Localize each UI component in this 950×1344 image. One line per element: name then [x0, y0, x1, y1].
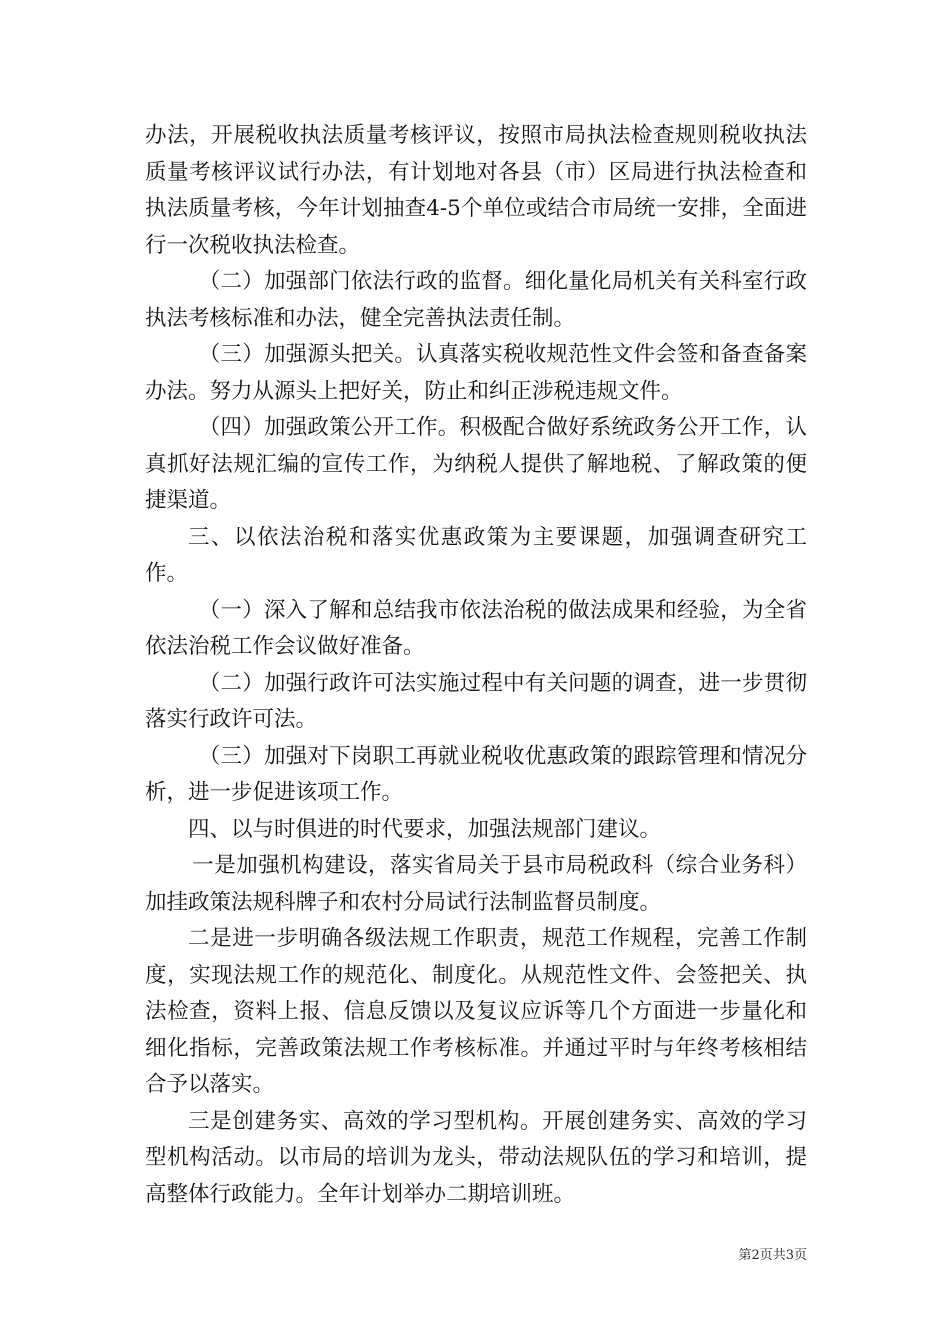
paragraph: 二是进一步明确各级法规工作职责，规范工作规程，完善工作制度，实现法规工作的规范化、制度化。从规范性文件、会签把关、执法检查，资料上报、信息反馈以及复议应诉等几个方面进一步量化和细化指标，完善政策法规工作考核标准。并通过平时与年终考核相结合予以落实。	[145, 926, 807, 1097]
paragraph: 办法，开展税收执法质量考核评议，按照市局执法检查规则税收执法质量考核评议试行办法，有计划地对各县（市）区局进行执法检查和执法质量考核，今年计划抽查4-5个单位或结合市局统一安排，全面进行一次税收执法检查。	[145, 123, 807, 258]
paragraph: 三是创建务实、高效的学习型机构。开展创建务实、高效的学习型机构活动。以市局的培训为龙头，带动法规队伍的学习和培训，提高整体行政能力。全年计划举办二期培训班。	[145, 1108, 807, 1207]
paragraph: （三）加强对下岗职工再就业税收优惠政策的跟踪管理和情况分析，进一步促进该项工作。	[145, 743, 807, 805]
paragraph: （三）加强源头把关。认真落实税收规范性文件会签和备查备案办法。努力从源头上把好关，防止和纠正涉税违规文件。	[145, 342, 807, 404]
paragraph: （二）加强部门依法行政的监督。细化量化局机关有关科室行政执法考核标准和办法，健全完善执法责任制。	[145, 269, 807, 331]
document-body	[145, 118, 807, 1213]
paragraph: 一是加强机构建设，落实省局关于县市局税政科（综合业务科）加挂政策法规科牌子和农村分局试行法制监督员制度。	[145, 853, 807, 915]
page-number: 第2页共3页	[738, 1248, 807, 1263]
section-heading: 四、以与时俱进的时代要求，加强法规部门建议。	[188, 816, 662, 842]
paragraph: （二）加强行政许可法实施过程中有关问题的调查，进一步贯彻落实行政许可法。	[145, 670, 807, 732]
section-heading: 三、以依法治税和落实优惠政策为主要课题，加强调查研究工作。	[145, 524, 807, 586]
paragraph: （四）加强政策公开工作。积极配合做好系统政务公开工作，认真抓好法规汇编的宣传工作，为纳税人提供了解地税、了解政策的便捷渠道。	[145, 415, 807, 513]
paragraph: （一）深入了解和总结我市依法治税的做法成果和经验，为全省依法治税工作会议做好准备。	[145, 597, 807, 659]
